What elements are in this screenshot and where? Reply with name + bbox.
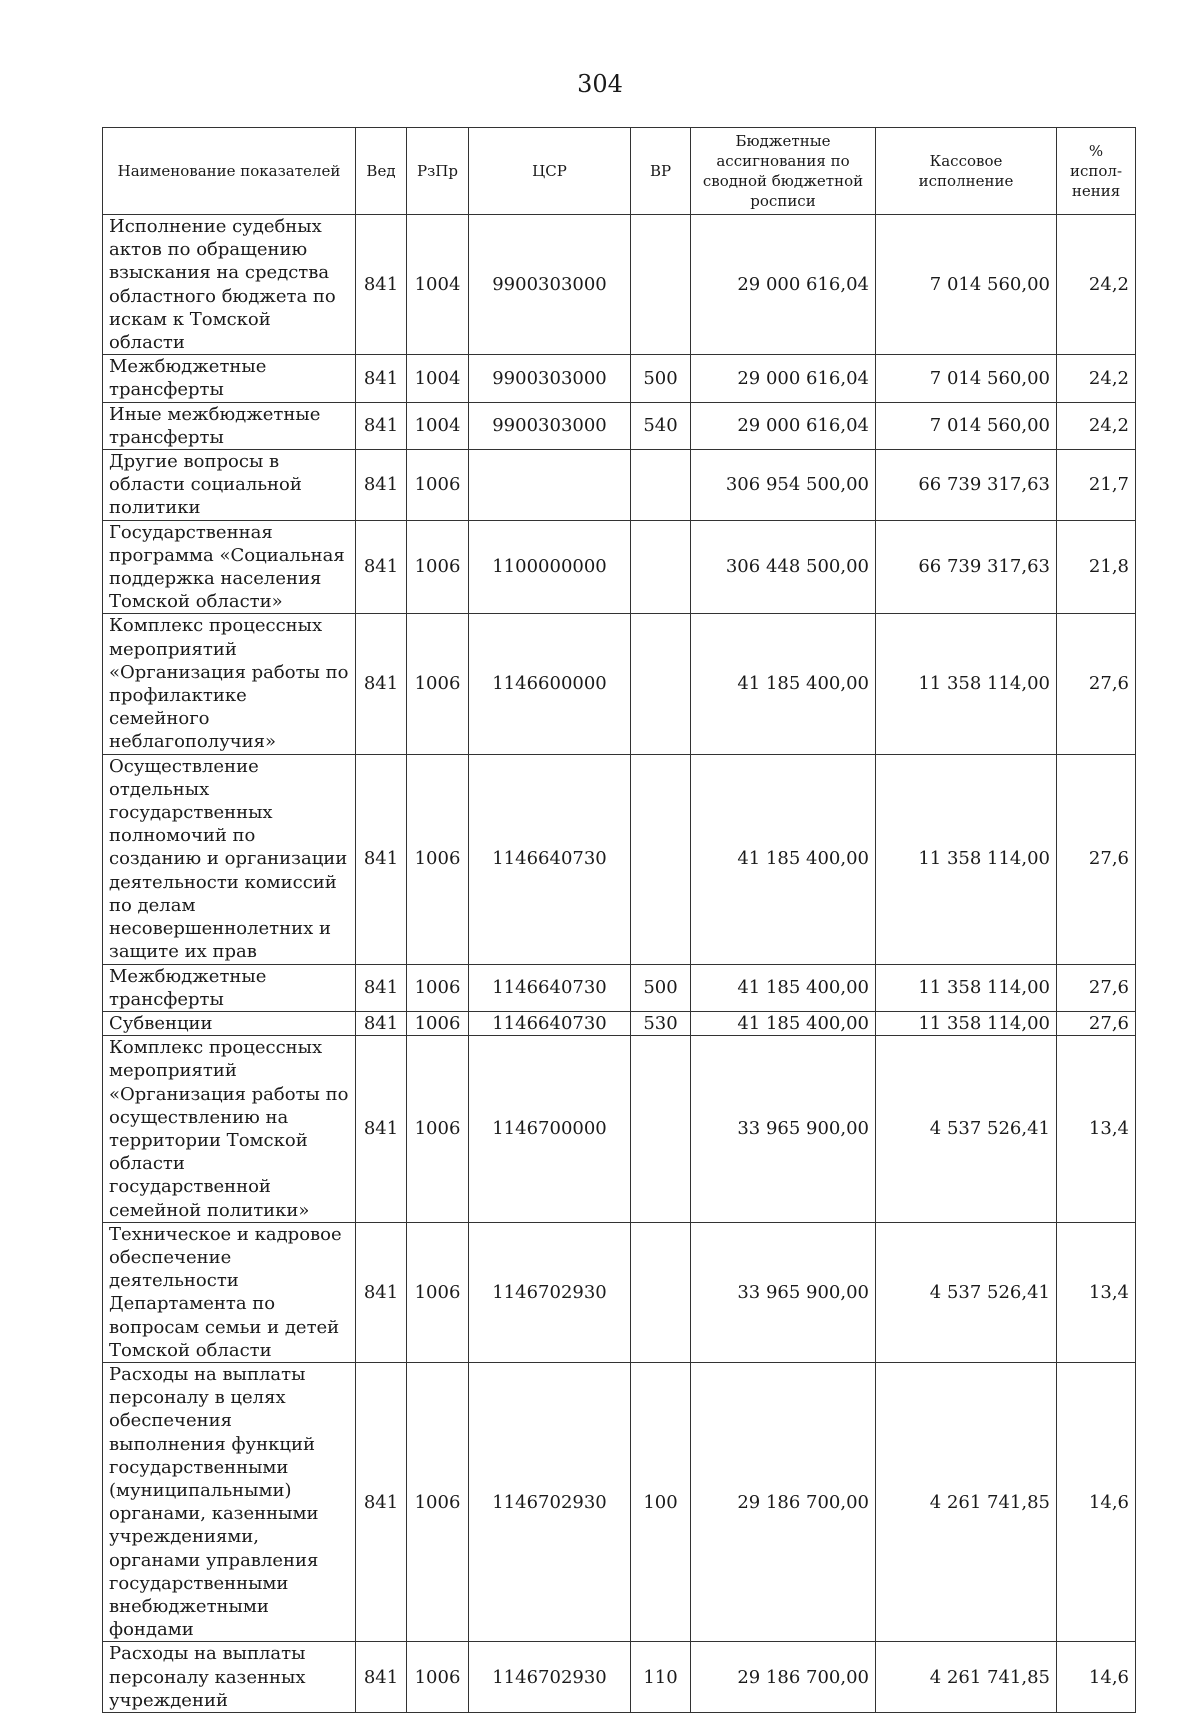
cell-vr: 530 — [631, 1011, 691, 1035]
cell-pct: 21,8 — [1057, 520, 1136, 614]
table-row — [103, 1011, 1136, 1035]
table-row — [103, 754, 1136, 964]
cell-vr — [631, 1036, 691, 1223]
cell-pct: 14,6 — [1057, 1362, 1136, 1641]
cell-cash: 7 014 560,00 — [876, 355, 1057, 402]
cell-name: Расходы на выплаты персоналу казенных учреждений — [103, 1642, 356, 1713]
cell-cash: 4 537 526,41 — [876, 1222, 1057, 1362]
cell-budget: 29 000 616,04 — [691, 355, 876, 402]
cell-vr: 110 — [631, 1642, 691, 1713]
table-row — [103, 1362, 1136, 1641]
cell-csr: 9900303000 — [469, 355, 631, 402]
cell-rzpr: 1004 — [407, 402, 469, 449]
cell-budget: 29 000 616,04 — [691, 215, 876, 355]
cell-budget: 29 186 700,00 — [691, 1362, 876, 1641]
cell-rzpr: 1006 — [407, 964, 469, 1011]
cell-ved: 841 — [356, 520, 407, 614]
cell-vr — [631, 215, 691, 355]
cell-ved: 841 — [356, 1362, 407, 1641]
cell-rzpr: 1006 — [407, 754, 469, 964]
cell-rzpr: 1006 — [407, 450, 469, 521]
table-row — [103, 215, 1136, 355]
cell-ved: 841 — [356, 754, 407, 964]
cell-vr: 500 — [631, 355, 691, 402]
cell-cash: 11 358 114,00 — [876, 754, 1057, 964]
cell-pct: 21,7 — [1057, 450, 1136, 521]
cell-budget: 41 185 400,00 — [691, 614, 876, 754]
cell-ved: 841 — [356, 402, 407, 449]
cell-cash: 11 358 114,00 — [876, 964, 1057, 1011]
cell-vr — [631, 520, 691, 614]
cell-name: Иные межбюджетные трансферты — [103, 402, 356, 449]
cell-name: Комплекс процессных мероприятий «Организация работы по профилактике семейного неблагополучия» — [103, 614, 356, 754]
cell-ved: 841 — [356, 964, 407, 1011]
header-vr: ВР — [631, 128, 691, 215]
cell-pct: 27,6 — [1057, 614, 1136, 754]
header-cash: Кассовое исполнение — [876, 128, 1057, 215]
cell-pct: 27,6 — [1057, 1011, 1136, 1035]
cell-cash: 11 358 114,00 — [876, 614, 1057, 754]
cell-budget: 41 185 400,00 — [691, 754, 876, 964]
cell-vr — [631, 754, 691, 964]
cell-name: Межбюджетные трансферты — [103, 964, 356, 1011]
cell-vr: 500 — [631, 964, 691, 1011]
cell-ved: 841 — [356, 450, 407, 521]
table-row — [103, 964, 1136, 1011]
cell-name: Субвенции — [103, 1011, 356, 1035]
header-rzpr: РзПр — [407, 128, 469, 215]
cell-csr: 9900303000 — [469, 402, 631, 449]
cell-pct: 24,2 — [1057, 215, 1136, 355]
table-row — [103, 402, 1136, 449]
cell-csr: 1146700000 — [469, 1036, 631, 1223]
cell-name: Государственная программа «Социальная поддержка населения Томской области» — [103, 520, 356, 614]
cell-csr — [469, 450, 631, 521]
table-row — [103, 1222, 1136, 1362]
cell-csr: 1146640730 — [469, 754, 631, 964]
budget-execution-table — [102, 127, 1136, 1713]
cell-pct: 24,2 — [1057, 355, 1136, 402]
cell-budget: 29 186 700,00 — [691, 1642, 876, 1713]
header-pct: % испол- нения — [1057, 128, 1136, 215]
cell-csr: 9900303000 — [469, 215, 631, 355]
cell-name: Межбюджетные трансферты — [103, 355, 356, 402]
cell-pct: 27,6 — [1057, 754, 1136, 964]
table-row — [103, 450, 1136, 521]
cell-ved: 841 — [356, 1036, 407, 1223]
cell-rzpr: 1006 — [407, 1222, 469, 1362]
cell-csr: 1146702930 — [469, 1222, 631, 1362]
header-csr: ЦСР — [469, 128, 631, 215]
cell-cash: 4 261 741,85 — [876, 1642, 1057, 1713]
cell-pct: 24,2 — [1057, 402, 1136, 449]
cell-rzpr: 1006 — [407, 614, 469, 754]
table-header-row — [103, 128, 1136, 215]
cell-name: Другие вопросы в области социальной политики — [103, 450, 356, 521]
cell-name: Комплекс процессных мероприятий «Организация работы по осуществлению на территории Томской области государственной семейной политики» — [103, 1036, 356, 1223]
cell-rzpr: 1006 — [407, 520, 469, 614]
table-row — [103, 614, 1136, 754]
cell-budget: 41 185 400,00 — [691, 964, 876, 1011]
cell-name: Техническое и кадровое обеспечение деятельности Департамента по вопросам семьи и детей Томской области — [103, 1222, 356, 1362]
cell-vr — [631, 1222, 691, 1362]
cell-name: Исполнение судебных актов по обращению взыскания на средства областного бюджета по искам к Томской области — [103, 215, 356, 355]
cell-cash: 66 739 317,63 — [876, 450, 1057, 521]
cell-budget: 306 448 500,00 — [691, 520, 876, 614]
cell-pct: 13,4 — [1057, 1036, 1136, 1223]
cell-pct: 14,6 — [1057, 1642, 1136, 1713]
cell-ved: 841 — [356, 614, 407, 754]
cell-budget: 306 954 500,00 — [691, 450, 876, 521]
cell-name: Расходы на выплаты персоналу в целях обеспечения выполнения функций государственными (муниципальными) органами, казенными учреждениями, органами управления государственными внебюджетными фондами — [103, 1362, 356, 1641]
cell-pct: 27,6 — [1057, 964, 1136, 1011]
cell-vr: 540 — [631, 402, 691, 449]
table-row — [103, 355, 1136, 402]
table-row — [103, 1642, 1136, 1713]
cell-rzpr: 1006 — [407, 1011, 469, 1035]
cell-rzpr: 1004 — [407, 355, 469, 402]
cell-budget: 29 000 616,04 — [691, 402, 876, 449]
header-budget: Бюджетные ассигнования по сводной бюджетной росписи — [691, 128, 876, 215]
cell-cash: 7 014 560,00 — [876, 215, 1057, 355]
cell-vr: 100 — [631, 1362, 691, 1641]
cell-rzpr: 1006 — [407, 1642, 469, 1713]
cell-cash: 4 261 741,85 — [876, 1362, 1057, 1641]
cell-csr: 1146702930 — [469, 1642, 631, 1713]
cell-cash: 66 739 317,63 — [876, 520, 1057, 614]
cell-pct: 13,4 — [1057, 1222, 1136, 1362]
header-name: Наименование показателей — [103, 128, 356, 215]
cell-cash: 11 358 114,00 — [876, 1011, 1057, 1035]
cell-vr — [631, 614, 691, 754]
cell-ved: 841 — [356, 1642, 407, 1713]
cell-csr: 1146702930 — [469, 1362, 631, 1641]
cell-vr — [631, 450, 691, 521]
cell-cash: 7 014 560,00 — [876, 402, 1057, 449]
table-body — [103, 215, 1136, 1713]
cell-rzpr: 1006 — [407, 1362, 469, 1641]
cell-ved: 841 — [356, 215, 407, 355]
cell-ved: 841 — [356, 1222, 407, 1362]
cell-budget: 33 965 900,00 — [691, 1036, 876, 1223]
cell-name: Осуществление отдельных государственных полномочий по созданию и организации деятельности комиссий по делам несовершеннолетних и защите их прав — [103, 754, 356, 964]
cell-rzpr: 1006 — [407, 1036, 469, 1223]
cell-rzpr: 1004 — [407, 215, 469, 355]
cell-cash: 4 537 526,41 — [876, 1036, 1057, 1223]
cell-ved: 841 — [356, 1011, 407, 1035]
cell-budget: 33 965 900,00 — [691, 1222, 876, 1362]
cell-ved: 841 — [356, 355, 407, 402]
cell-csr: 1146600000 — [469, 614, 631, 754]
cell-csr: 1146640730 — [469, 1011, 631, 1035]
table-row — [103, 520, 1136, 614]
cell-csr: 1100000000 — [469, 520, 631, 614]
header-ved: Вед — [356, 128, 407, 215]
cell-csr: 1146640730 — [469, 964, 631, 1011]
page-number: 304 — [577, 70, 623, 98]
table-row — [103, 1036, 1136, 1223]
cell-budget: 41 185 400,00 — [691, 1011, 876, 1035]
